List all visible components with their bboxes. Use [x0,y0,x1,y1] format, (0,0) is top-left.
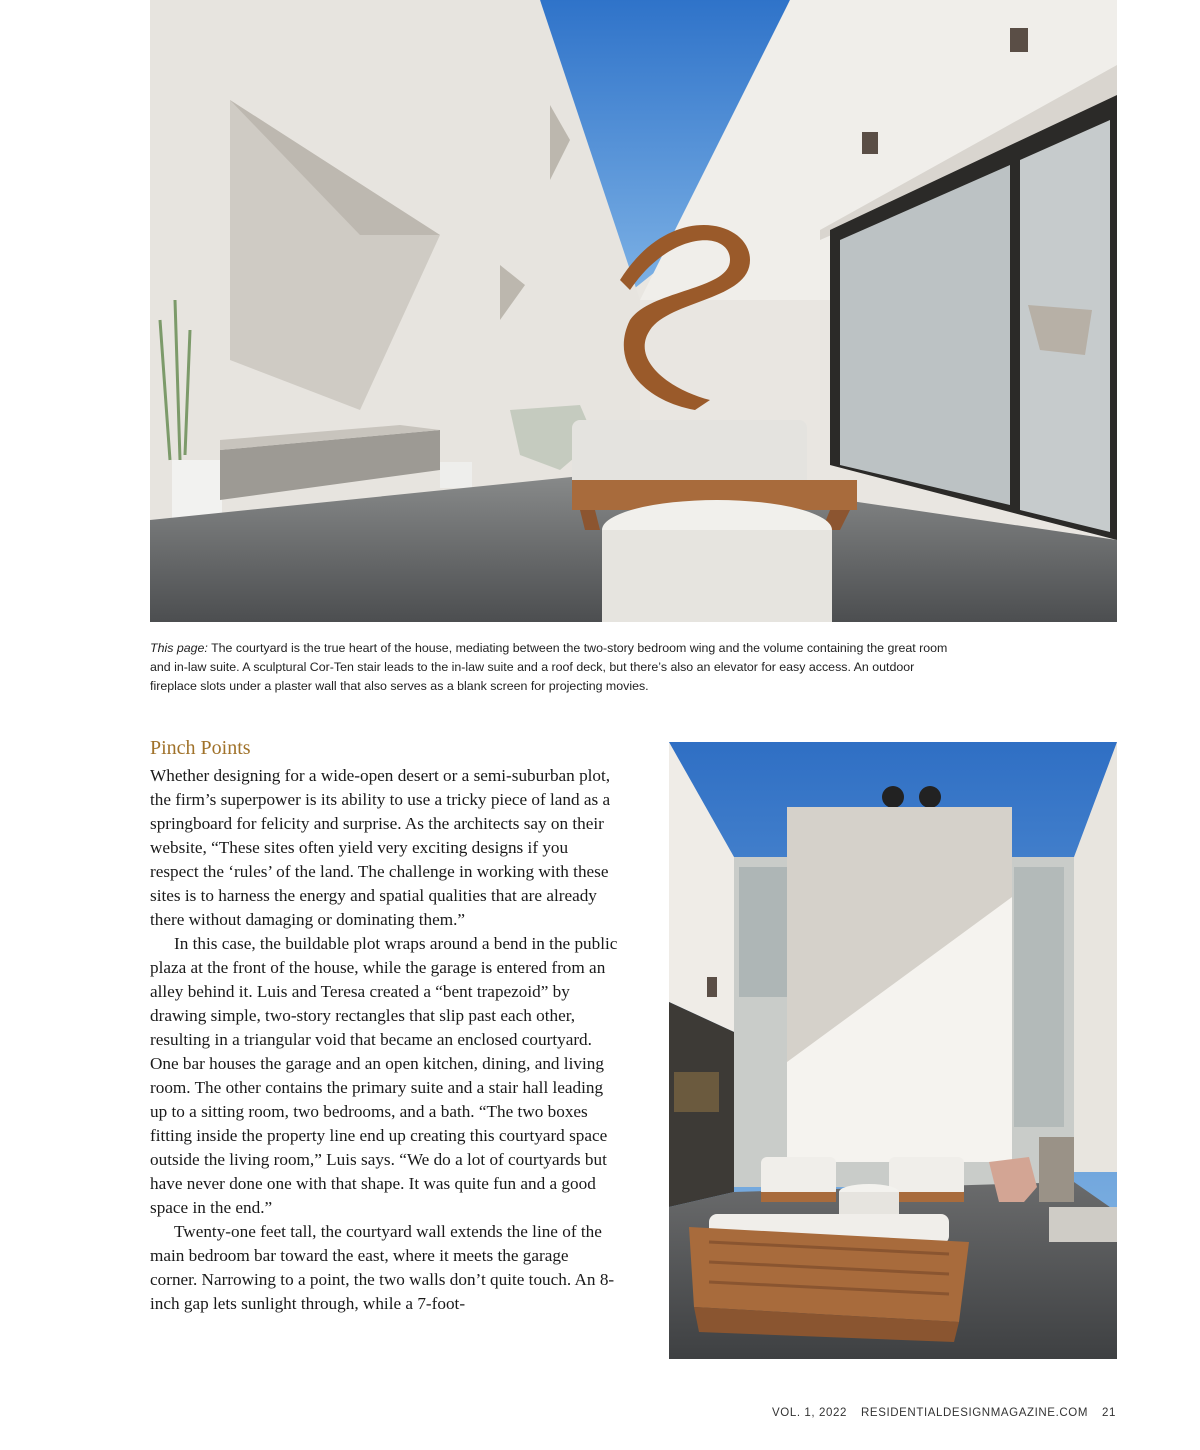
paragraph: Twenty-one feet tall, the courtyard wall extends the line of the main bedroom bar toward the east, where it meets the garage corner. Narrowing to a point, the two walls don’t quite touch. An 8-inch gap lets sunlight through, while a 7-foot- [150,1222,615,1313]
paragraph: In this case, the buildable plot wraps around a bend in the public plaza at the front of the house, while the garage is entered from an alley behind it. Luis and Teresa created a “bent trapezoid” by drawing simple, two-story rectangles that slip past each other, resulting in a triangular void that became an enclosed courtyard. One bar houses the garage and an open kitchen, dining, and living room. The other contains the primary suite and a stair hall leading up to a sitting room, two bedrooms, and a bath. “The two boxes fitting inside the property line end up creating this courtyard space outside the living room,” Luis says. “We do a lot of courtyards but have never done one with that shape. It was quite fun and a good space in the end.” [150,934,618,1217]
article-body [150,764,620,1316]
page-footer [772,1407,1116,1419]
website-label: RESIDENTIALDESIGNMAGAZINE.COM [861,1407,1088,1419]
courtyard-wall-photo [669,742,1117,1359]
caption-lead: This page: [150,641,208,655]
caption-text: The courtyard is the true heart of the house, mediating between the two-story bedroom wing and the volume containing the great room and in-law suite. A sculptural Cor-Ten stair leads to the in-law suite and a roof deck, but there’s also an elevator for easy access. An outdoor fireplace slots under a plaster wall that also serves as a blank screen for projecting movies. [150,641,948,693]
paragraph: Whether designing for a wide-open desert or a semi-suburban plot, the firm’s superpower is its ability to use a tricky piece of land as a springboard for felicity and surprise. As the architects say on their website, “These sites often yield very exciting designs if you respect the ‘rules’ of the land. The challenge in working with these sites is to harness the energy and spatial qualities that are already there without damaging or dominating them.” [150,766,611,929]
volume-label: VOL. 1, 2022 [772,1407,848,1419]
photo-caption [150,639,950,696]
section-heading: Pinch Points [150,737,251,759]
courtyard-photo [150,0,1117,622]
page-number: 21 [1102,1407,1116,1419]
